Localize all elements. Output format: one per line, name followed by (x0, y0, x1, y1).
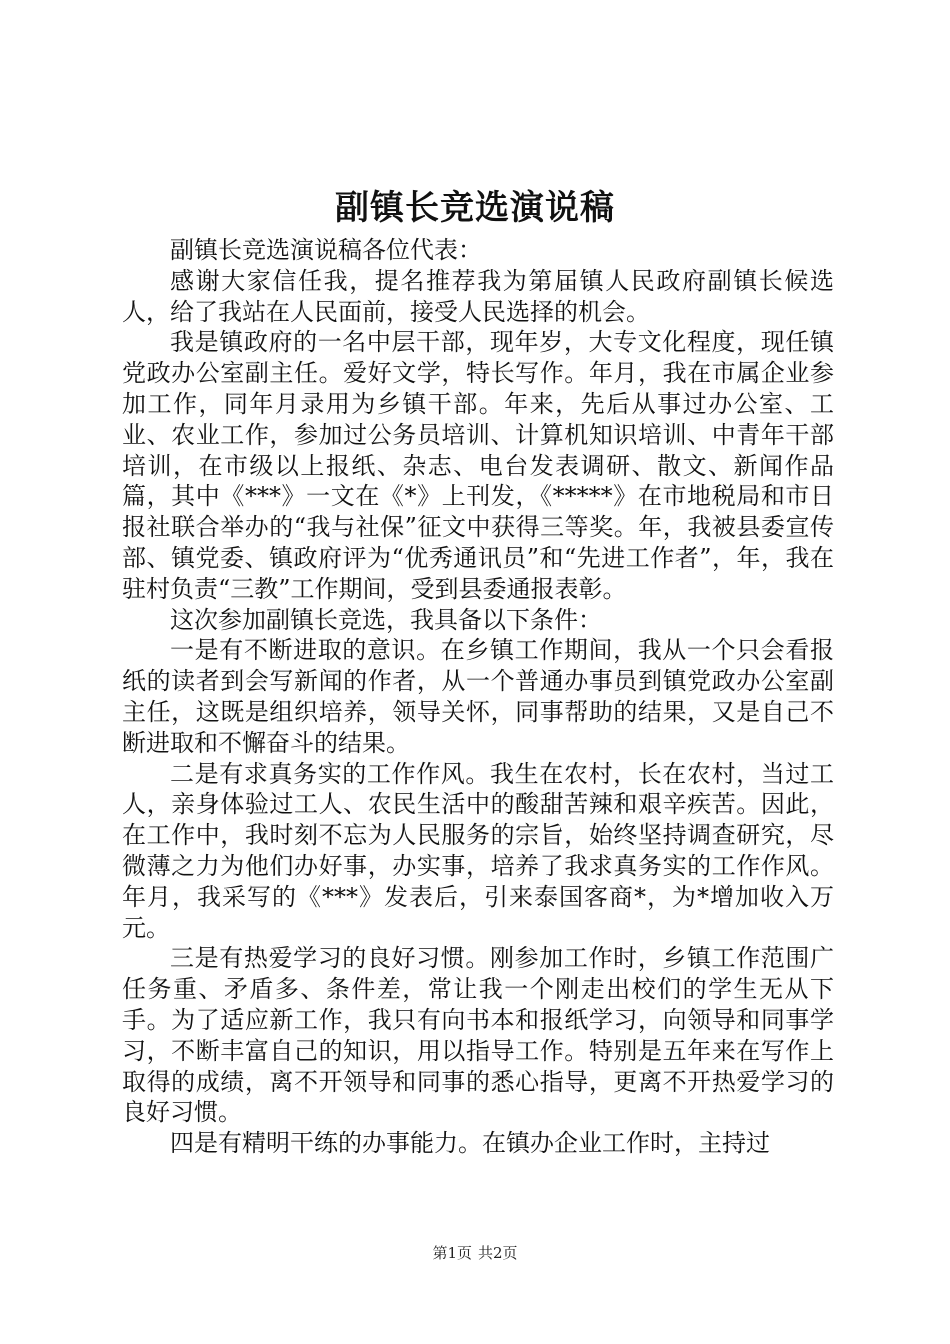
paragraph-condition-two: 二是有求真务实的工作作风。我生在农村，长在农村，当过工人，亲身体验过工人、农民生活中的酸甜苦辣和艰辛疾苦。因此，在工作中，我时刻不忘为人民服务的宗旨，始终坚持调查研究，尽微薄之力为他们办好事，办实事，培养了我求真务实的工作作风。年月，我采写的《***》发表后，引来泰国客商*，为*增加收入万元。 (122, 759, 834, 942)
paragraph-conditions-intro: 这次参加副镇长竞选，我具备以下条件： (170, 605, 602, 634)
paragraph-greeting: 副镇长竞选演说稿各位代表： (170, 236, 482, 264)
paragraph-condition-one: 一是有不断进取的意识。在乡镇工作期间，我从一个只会看报纸的读者到会写新闻的作者，从一个普通办事员到镇党政办公室副主任，这既是组织培养，领导关怀，同事帮助的结果，又是自己不断进取和不懈奋斗的结果。 (122, 636, 834, 757)
paragraph-condition-four: 四是有精明干练的办事能力。在镇办企业工作时，主持过 (170, 1129, 770, 1158)
paragraph-self-intro: 我是镇政府的一名中层干部，现年岁，大专文化程度，现任镇党政办公室副主任。爱好文学，特长写作。年月，我在市属企业参加工作，同年月录用为乡镇干部。年来，先后从事过办公室、工业、农业工作，参加过公务员培训、计算机知识培训、中青年干部培训，在市级以上报纸、杂志、电台发表调研、散文、新闻作品篇，其中《***》一文在《*》上刊发，《*****》在市地税局和市日报社联合举办的“我与社保”征文中获得三等奖。年，我被县委宣传部、镇党委、镇政府评为“优秀通讯员”和“先进工作者”，年，我在驻村负责“三教”工作期间，受到县委通报表彰。 (122, 328, 834, 603)
page-total: 共2页 (478, 1244, 518, 1262)
page-footer (0, 1243, 950, 1263)
document-title: 副镇长竞选演说稿 (335, 188, 615, 228)
document-body (122, 235, 834, 1159)
paragraph-condition-three: 三是有热爱学习的良好习惯。刚参加工作时，乡镇工作范围广任务重、矛盾多、条件差，常让我一个刚走出校们的学生无从下手。为了适应新工作，我只有向书本和报纸学习，向领导和同事学习，不断丰富自己的知识，用以指导工作。特别是五年来在写作上取得的成绩，离不开领导和同事的悉心指导，更离不开热爱学习的良好习惯。 (122, 944, 834, 1127)
paragraph-thanks: 感谢大家信任我，提名推荐我为第届镇人民政府副镇长候选人，给了我站在人民面前，接受人民选择的机会。 (122, 266, 834, 326)
page-number: 第1页 (432, 1244, 472, 1262)
